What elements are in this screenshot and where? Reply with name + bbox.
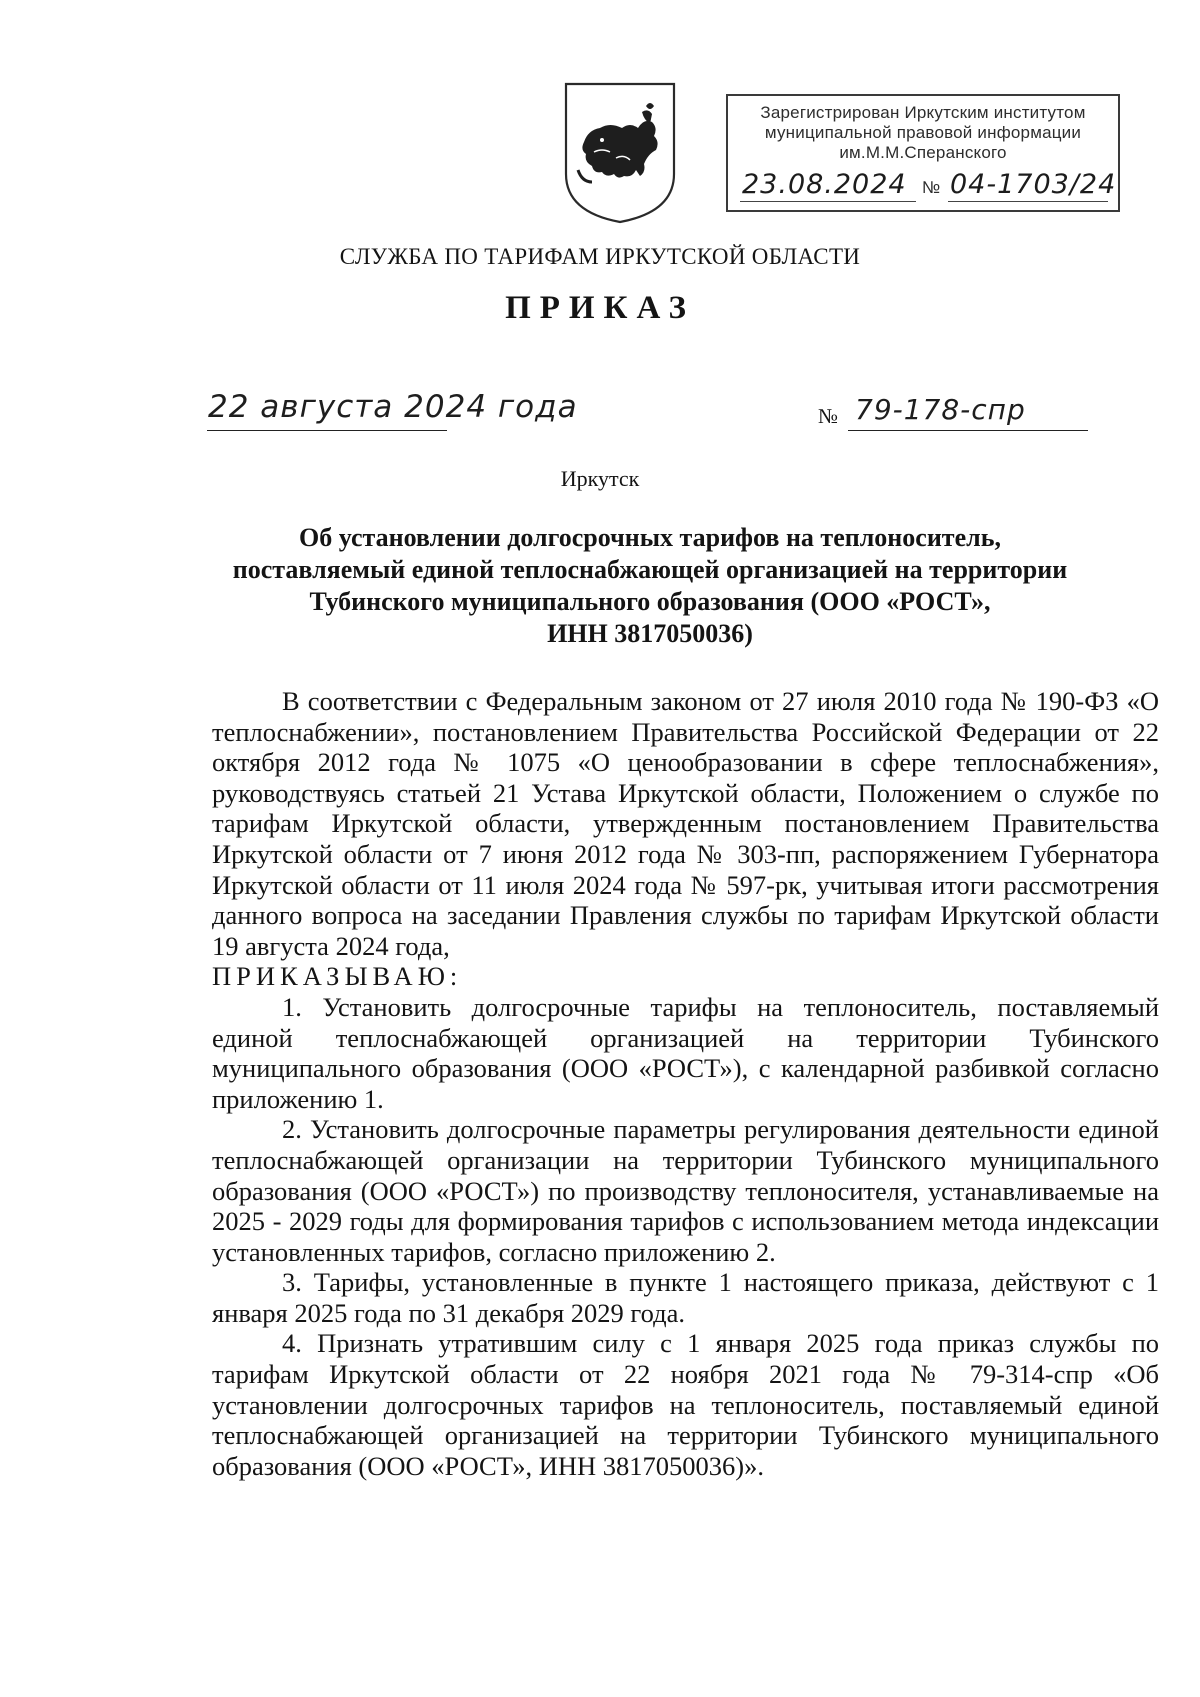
document-body — [212, 686, 1159, 1481]
order-item-3: 3. Тарифы, установленные в пункте 1 настоящего приказа, действуют с 1 января 2025 года по 31 декабря 2029 года. — [212, 1267, 1159, 1328]
city: Иркутск — [560, 466, 640, 491]
stamp-date-underline — [740, 201, 916, 202]
stamp-line-1: Зарегистрирован Иркутским институтом — [760, 103, 1086, 122]
stamp-registration-number: 04-1703/24 — [950, 169, 1117, 200]
document-heading — [210, 522, 1090, 650]
stamp-number-underline — [948, 201, 1108, 202]
heading-line: Тубинского муниципального образования (ООО «РОСТ», — [309, 587, 991, 616]
stamp-registration-date: 23.08.2024 — [742, 169, 907, 200]
coat-of-arms-icon — [558, 78, 682, 226]
stamp-line-3: им.М.М.Сперанского — [839, 143, 1007, 162]
heading-line: Об установлении долгосрочных тарифов на теплоноситель, — [299, 523, 1001, 552]
order-number: 79-178-спр — [855, 393, 1026, 426]
order-item-1: 1. Установить долгосрочные тарифы на теплоноситель, поставляемый единой теплоснабжающей организацией на территории Тубинского муниципального образования (ООО «РОСТ»), с календарной разбивкой согласно приложению 1. — [212, 991, 1159, 1114]
preamble-paragraph: В соответствии с Федеральным законом от 27 июля 2010 года № 190-ФЗ «О теплоснабжении», постановлением Правительства Российской Федерации от 22 октября 2012 года № 1075 «О ценообразовании в сфере теплоснабжения», руководствуясь статьей 21 Устава Иркутской области, Положением о службе по тарифам Иркутской области, утвержденным постановлением Правительства Иркутской области от 7 июня 2012 года № 303-пп, распоряжением Губернатора Иркутской области от 11 июля 2024 года № 597-рк, учитывая итоги рассмотрения данного вопроса на заседании Правления службы по тарифам Иркутской области 19 августа 2024 года, — [212, 686, 1159, 961]
order-number-label: № — [818, 404, 839, 428]
stamp-number-sign: № — [922, 178, 941, 197]
document-type-title: ПРИКАЗ — [505, 290, 695, 326]
command-word: ПРИКАЗЫВАЮ: — [212, 961, 463, 992]
order-item-2: 2. Установить долгосрочные параметры регулирования деятельности единой теплоснабжающей организации на территории Тубинского муниципального образования (ООО «РОСТ») по производству теплоносителя, устанавливаемые на 2025 - 2029 годы для формирования тарифов с использованием метода индексации установленных тарифов, согласно приложению 2. — [212, 1114, 1159, 1267]
order-date: 22 августа 2024 года — [208, 389, 578, 425]
order-item-4: 4. Признать утратившим силу с 1 января 2025 года приказ службы по тарифам Иркутской области от 22 ноября 2021 года № 79-314-спр «Об установлении долгосрочных тарифов на теплоноситель, поставляемый единой теплоснабжающей организацией на территории Тубинского муниципального образования (ООО «РОСТ», ИНН 3817050036)». — [212, 1328, 1159, 1481]
number-underline — [848, 430, 1088, 431]
stamp-line-2: муниципальной правовой информации — [764, 123, 1082, 142]
registration-stamp — [726, 94, 1120, 212]
heading-line: поставляемый единой теплоснабжающей организацией на территории — [232, 555, 1068, 584]
heading-line: ИНН 3817050036) — [547, 619, 753, 648]
date-underline — [207, 430, 447, 431]
organization-name: СЛУЖБА ПО ТАРИФАМ ИРКУТСКОЙ ОБЛАСТИ — [339, 244, 861, 269]
